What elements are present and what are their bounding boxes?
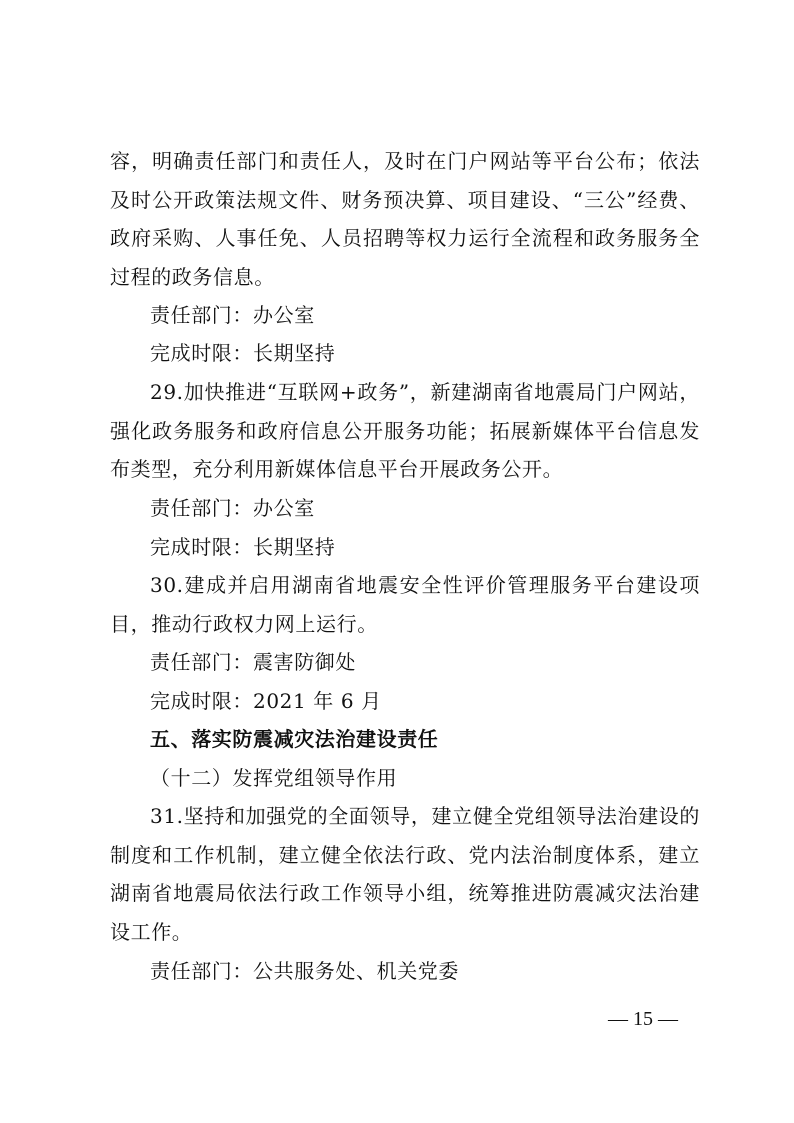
subsection-heading-12: （十二）发挥党组领导作用 [150,766,398,790]
item-30: 30.建成并启用湖南省地震安全性评价管理服务平台建设项目，推动行政权力网上运行。 [110,573,700,636]
item-31: 31.坚持和加强党的全面领导，建立健全党组领导法治建设的制度和工作机制，建立健全依法行政、党内法治制度体系，建立湖南省地震局依法行政工作领导小组，统筹推进防震减灾法治建设工作。 [110,804,700,944]
paragraph-continuation: 容，明确责任部门和责任人，及时在门户网站等平台公布；依法及时公开政策法规文件、财务预决算、项目建设、“三公”经费、政府采购、人事任免、人员招聘等权力运行全流程和政务服务全过程的政务信息。 [110,149,700,289]
section-heading-5: 五、落实防震减灾法治建设责任 [150,727,439,751]
deadline-3: 完成时限：2021 年 6 月 [150,689,382,713]
responsible-dept-4: 责任部门：公共服务处、机关党委 [150,959,459,983]
responsible-dept-1: 责任部门：办公室 [150,303,315,327]
responsible-dept-3: 责任部门：震害防御处 [150,650,356,674]
page-number: — 15 — [608,1008,678,1030]
item-29: 29.加快推进“互联网+政务”，新建湖南省地震局门户网站，强化政务服务和政府信息公开服务功能；拓展新媒体平台信息发布类型，充分利用新媒体信息平台开展政务公开。 [110,380,700,481]
deadline-1: 完成时限：长期坚持 [150,341,336,365]
deadline-2: 完成时限：长期坚持 [150,535,336,559]
responsible-dept-2: 责任部门：办公室 [150,496,315,520]
